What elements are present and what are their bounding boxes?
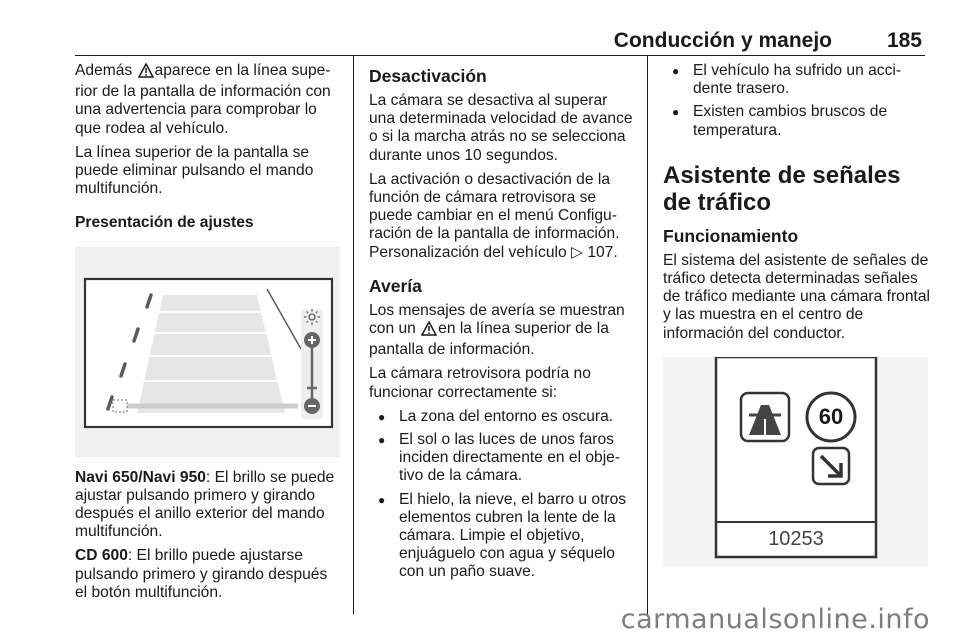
fault-conditions-list-continued [663, 62, 933, 140]
heading-deactivation: Desactivación [369, 66, 487, 86]
sign-code-number: 10253 [768, 527, 824, 550]
paragraph-cd600: CD 600: El brillo puede ajustarse pulsando primero y girando después el botón multifunción. [75, 547, 328, 601]
speed-limit-value: 60 [818, 403, 844, 429]
paragraph-camera-may-not-work: La cámara retrovisora podría no funcionar correctamente si: [369, 365, 591, 401]
traffic-sign-display-illustration [663, 357, 928, 567]
heading-traffic-sign-assistant: Asistente de señales de tráfico [663, 161, 901, 216]
paragraph-fault-messages: Los mensajes de avería se muestran con un en la línea superior de la pantalla de información. [369, 301, 625, 359]
warning-triangle-icon [138, 63, 154, 83]
header-rule [75, 55, 925, 56]
heading-operation: Funcionamiento [663, 225, 799, 246]
list-item: ● El hielo, la nieve, el barro u otros elementos cubren la lente de la cámara. Limpie el objetivo, enjuáguelo con agua y séquelo con un paño suave. [369, 491, 637, 582]
paragraph-deactivation: La cámara se desactiva al superar una determinada velocidad de avance o si la marcha atrás no se selecciona durante unos 10 segundos. [369, 92, 633, 164]
camera-display-illustration [75, 247, 340, 457]
page-header-title: Conducción y manejo [613, 29, 832, 52]
heading-fault: Avería [369, 275, 422, 296]
paragraph-warning: Además aparece en la línea supe-rior de la pantalla de información con una advertencia para comprobar lo que rodea al vehículo. [75, 62, 331, 137]
heading-presentation-settings: Presentación de ajustes [75, 214, 254, 232]
warning-triangle-icon [421, 321, 437, 341]
column-divider-1 [353, 56, 354, 614]
column-1 [75, 62, 343, 608]
list-item: ● Existen cambios bruscos de temperatura. [663, 103, 933, 139]
page-number: 185 [886, 29, 922, 52]
paragraph-navi: Navi 650/Navi 950: El brillo se puede ajustar pulsando primero y girando después el anillo exterior del mando multifunción. [75, 468, 335, 541]
paragraph-activation-setting: La activación o desactivación de la función de cámara retrovisora se puede cambiar en el menú Configu-ración de la pantalla de información. Personalización del vehículo ▷ 107. [369, 170, 620, 261]
list-item: ● El sol o las luces de unos faros inciden directamente en el obje-tivo de la cámara. [369, 431, 637, 486]
column-3 [663, 62, 933, 567]
fault-conditions-list [369, 408, 637, 582]
paragraph-operation: El sistema del asistente de señales de tráfico detecta determinadas señales de tráfico mediante una cámara frontal y las muestra en el centro de información del conductor. [663, 251, 930, 342]
column-divider-2 [647, 56, 648, 614]
list-item: ● La zona del entorno es oscura. [369, 408, 637, 426]
watermark: carmanualsonline.info [620, 604, 930, 635]
page-reference-icon: ▷ [570, 243, 583, 261]
column-2 [369, 62, 637, 587]
paragraph-top-line: La línea superior de la pantalla se puede eliminar pulsando el mando multifunción. [75, 143, 314, 198]
list-item: ● El vehículo ha sufrido un acci-dente trasero. [663, 62, 933, 98]
page-reference: 107. [587, 243, 618, 261]
